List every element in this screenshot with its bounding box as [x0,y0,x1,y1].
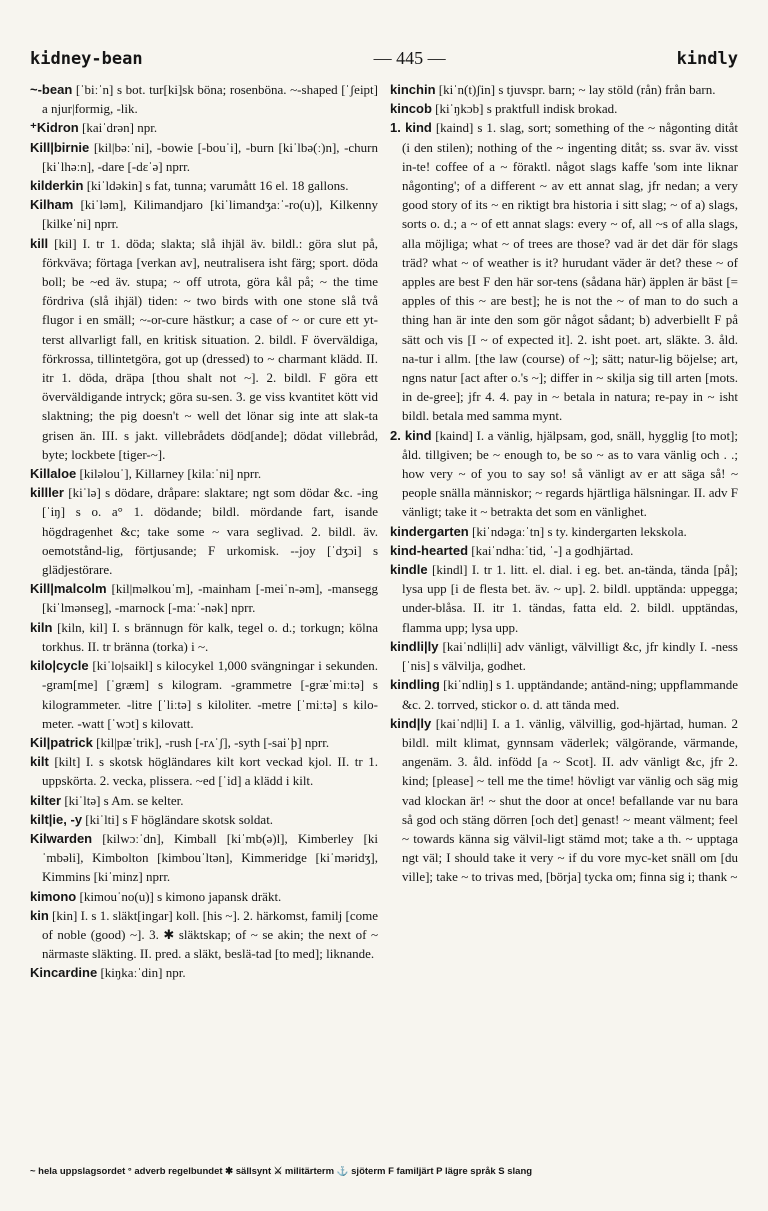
entry-definition: [kilwɔːˈdn], Kimball [kiˈmb(ə)l], Kimberley [kiˈmbəli], Kimbolton [kimbouˈltən], Kimmeridge [kiˈməridʒ], Kimmins [kiˈminz] nprr. [42,830,378,885]
dictionary-entry [390,426,738,522]
entry-headword: kinchin [390,82,436,97]
entry-headword: kiln [30,619,53,635]
entry-definition: [kilt] I. s skotsk högländares kilt kort veckad kjol. II. tr 1. uppskörta. 2. vecka, plissera. ~ed [ˈid] a klädd i kilt. [42,754,378,789]
abbreviation-legend: ~ hela uppslagsordet ° adverb regelbundet ✱ sällsynt ⚔ militärterm ⚓ sjöterm F familjärt P lägre språk S slang [30,1166,533,1177]
entry-headword: ~-bean [30,82,73,97]
page-number: — 445 — [373,48,446,68]
dictionary-entry [390,522,738,541]
entry-headword: kilt|ie, -y [30,811,83,827]
entry-headword: kimono [30,888,77,904]
entry-definition: [kaiˈndhaːˈtid, ˈ-] a godhjärtad. [468,542,634,558]
dictionary-entry [30,829,378,887]
entry-headword: ⁺Kidron [30,120,79,136]
dictionary-entry [30,733,378,752]
entry-definition: [kiˈn(t)ʃin] s tjuvspr. barn; ~ lay stöld (rån) från barn. [435,82,716,97]
dictionary-entry [30,810,378,829]
entry-headword: Kill|birnie [30,139,90,155]
entry-definition: [kin] I. s 1. släkt[ingar] koll. [his ~]. 2. härkomst, familj [come of noble (good) ~]. 3. ✱ släktskap; of ~ se akin; the next of ~ närmaste släkting. II. pred. a släkt, beslä-tad [to med]; liknande. [42,907,378,962]
dictionary-entry [30,138,378,176]
dictionary-entry [30,464,378,483]
dictionary-entry [390,560,738,637]
entry-definition: [kil|mǝlkouˈm], -mainham [-meiˈn-əm], -mansegg [kiˈlmənseg], -marnock [-maːˈ-nək] nprr. [42,581,378,616]
right-column [390,80,738,1160]
entry-headword: kilderkin [30,178,84,194]
entry-headword: Kilham [30,197,74,213]
entry-definition: [kil|pæˈtrik], -rush [-rʌˈʃ], -syth [-saiˈþ] nprr. [92,734,330,750]
entry-headword: kilt [30,754,49,770]
entry-definition: [kimouˈno(u)] s kimono japansk dräkt. [76,888,282,904]
entry-definition: [kiˈldəkin] s fat, tunna; varumått 16 el. 18 gallons. [83,178,349,194]
dictionary-entry [30,906,378,964]
entry-headword: kill [30,235,49,251]
entry-definition: [kiˈləm], Kilimandjaro [kiˈlimandʒaːˈ-ro(u)], Kilkenny [kilkeˈni] nprr. [42,197,378,232]
dictionary-entry [30,887,378,906]
entry-definition: [kindl] I. tr 1. litt. el. dial. i eg. bet. an-tända, tända [på]; lysa upp [i de flesta bet. äv. ~ up]. 2. bildl. upptända: uppegga; under-blåsa. II. itr 1. tändas, fatta eld. 2. bildl. upptändas, flamma upp; lysa upp. [402,562,738,635]
entry-headword: 1. kind [390,120,432,136]
two-column-body [30,80,738,1160]
dictionary-entry [390,99,738,118]
dictionary-entry [30,752,378,790]
entry-definition: [kiˈltə] s Am. se kelter. [61,792,184,808]
dictionary-entry [30,234,378,464]
entry-headword: kincob [390,101,432,117]
entry-definition: [kiˈlti] s F högländare skotsk soldat. [82,811,274,827]
entry-headword: kind-hearted [390,542,469,558]
entry-definition: [kil] I. tr 1. döda; slakta; slå ihjäl äv. bildl.: göra slut på, förkväva; förtaga [verkan av], neutralisera isht färg; sport. döda boll; be ~ed äv. stupa; ~ off utrota, göra kål på; ~ the time fördriva (slå ihjäl) tiden: ~ two birds with one stone slå två flugor i en smäll; ~-or-cure hästkur; a case of ~ or cure ett yt-terst allvarligt fall, en kritisk situation. 2. bildl. F överväldiga, förkrossa, tillintetgöra, got up (dressed) to ~ charmant klädd. II. itr 1. döda, dräpa [thou shalt not ~]. 2. bildl. F göra ett överväldigande intryck; göra su-sen. 3. ge viss kvantitet kött vid slaktning; the pig doesn't ~ well det lönar sig inte att slak-ta grisen än. III. s jakt. villebrådets död[ande]; dödat villebråd, byte; lockbete [tiger-~]. [42,235,378,462]
entry-definition: [kaiˈndli|li] adv vänligt, välvilligt &c, jfr kindly I. -ness [ˈnis] s välvilja, godhet. [402,638,738,674]
entry-definition: [kiˈndliŋ] s 1. upptändande; antänd-ning; uppflammande &c. 2. torrved, stickor o. d. att tända med. [402,677,738,712]
entry-headword: kindergarten [390,523,469,539]
entry-headword: Kilwarden [30,830,93,846]
entry-definition: [kiˈlə] s dödare, dråpare: slaktare; ngt som dödar &c. -ing [ˈiŋ] s o. a° 1. dödande; bildl. mördande fart, isande högdragenhet &c; take some ~ vara seglivad. 2. bildl. äv. oemotstånd-lig, förtjusande; F urkomisk. --joy [ˈdʒɔi] s glädjestörare. [42,485,378,578]
entry-headword: kindling [390,677,440,693]
dictionary-entry [30,80,378,118]
entry-headword: Kil|patrick [30,734,93,750]
dictionary-entry [390,714,738,887]
entry-headword: Killaloe [30,466,77,482]
dictionary-entry [30,118,378,137]
entry-definition: [kaind] I. a vänlig, hjälpsam, god, snäll, hygglig [to mot]; åld. tillgiven; be ~ enough to, be so ~ as to vara vänlig och . .; how very ~ of you to say so! så vänligt av er att säga så! ~ people snälla människor; ~ regards hjärtliga hälsningar. II. adv F vänligt; take it ~ betrakta det som en vänlighet. [402,427,738,520]
dictionary-entry [390,80,738,99]
entry-definition: [kiˈŋkɔb] s praktfull indisk brokad. [431,101,618,117]
header-last-word: kindly [676,49,738,69]
entry-headword: kin [30,907,49,923]
header-first-word: kidney-bean [30,49,143,69]
entry-definition: [kaind] s 1. slag, sort; something of the ~ någonting ditåt (i den stilen); nothing of the ~ ingenting ditåt; ss. svar äv. visst in-te! coffee of a ~ föraktl. något slags kaffe 'som inte liknar någonting'; of a different ~ av ett annat slag, jfr nedan; a very good story of its ~ en riktigt bra historia i sitt slag; ~ of a) slags, sorts o. d.; a ~ of ett annat slags: every ~ of, all ~s of alla slags, alla möjliga; what ~ of trees are those? vad är det där för slags träd? what ~ of weather is it? hurudant väder är det? these ~ of apples are best F den här sor-tens (sådana här) äpplen är bäst [= apples of this ~ are best]; he is not the ~ of man to do such a thing han är inte den som gör något sådant; b) adverbiellt F på sätt och vis [I ~ of expected it]. 2. isht poet. art, släkte. 3. åld. na-tur i allm. [the law (course) of ~]; sätt; natur-lig böjelse; art, ngns natur [act after o.'s ~]; differ in ~ skilja sig till arten [mots. in de-gree]; jfr 4. 4. pay in ~ betala in natura; re-pay in ~ isht bildl. betala med samma mynt. [402,120,738,424]
entry-headword: killler [30,485,64,501]
entry-headword: kilo|cycle [30,658,89,674]
left-column [30,80,378,1160]
entry-definition: [kiˈndəgaːˈtn] s ty. kindergarten lekskola. [468,523,687,539]
entry-headword: kindli|ly [390,638,439,654]
entry-headword: kindle [390,562,428,578]
entry-definition: [ˈbiːˈn] s bot. tur[ki]sk böna; rosenböna. ~-shaped [ˈʃeipt] a njur|formig, -lik. [42,82,378,117]
dictionary-entry [390,541,738,560]
dictionary-entry [30,579,378,617]
entry-definition: [kiŋkaːˈdin] npr. [97,965,186,981]
entry-definition: [kaiˈdrən] npr. [78,120,158,136]
dictionary-entry [30,176,378,195]
entry-headword: Kill|malcolm [30,581,107,597]
entry-headword: 2. kind [390,427,432,443]
dictionary-entry [30,791,378,810]
entry-definition: [kiln, kil] I. s brännugn för kalk, tegel o. d.; torkugn; kölna torkhus. II. tr bränna (torka) i ~. [42,619,378,654]
entry-definition: [kaiˈnd|li] I. a 1. vänlig, välvillig, god-hjärtad, human. 2 bildl. milt klimat, gynnsam väderlek; välgörande, värmande, angenäm. 3. åld. infödd [a ~ Scot]. II. adv vänligt &c, jfr 2. kind; [please] ~ tell me the time! hövligt var vänlig och säg mig vad klockan är! ~ shut the door at once! befallande var nu bara så god och stäng dörren [och det] genast! ~ meant välment; feel ~ towards känna sig välvil-ligt stämd mot; take a th. ~ upptaga ngt väl; I should take it very ~ if du vore myc-ket snäll om [du ville]; take ~ to trivas med, [börja] tycka om; finna sig i; thank ~ [402,715,738,885]
dictionary-entry [30,963,378,982]
entry-definition: [kil|bəːˈni], -bowie [-bouˈi], -burn [kiˈlbə(ː)n], -churn [kiˈlhəːn], -dare [-dɛˈə] nprr. [42,139,378,174]
dictionary-entry [30,195,378,233]
entry-headword: kilter [30,792,62,808]
running-header [30,48,738,69]
dictionary-entry [390,675,738,713]
dictionary-entry [30,656,378,733]
dictionary-entry [390,637,738,675]
entry-headword: kind|ly [390,715,432,731]
entry-definition: [kiləlouˈ], Killarney [kilaːˈni] nprr. [76,466,262,482]
entry-headword: Kincardine [30,965,98,981]
dictionary-entry [30,483,378,579]
dictionary-entry [390,118,738,425]
dictionary-entry [30,618,378,656]
entry-definition: [kiˈlo|saikl] s kilocykel 1,000 svängningar i sekunden. -gram[me] [ˈgræm] s kilogram. -grammetre [-græˈmiːtə] s kilogrammeter. -litre [ˈliːtə] s kiloliter. -metre [ˈmiːtə] s kilo-meter. -watt [ˈwɔt] s kilovatt. [42,658,378,731]
